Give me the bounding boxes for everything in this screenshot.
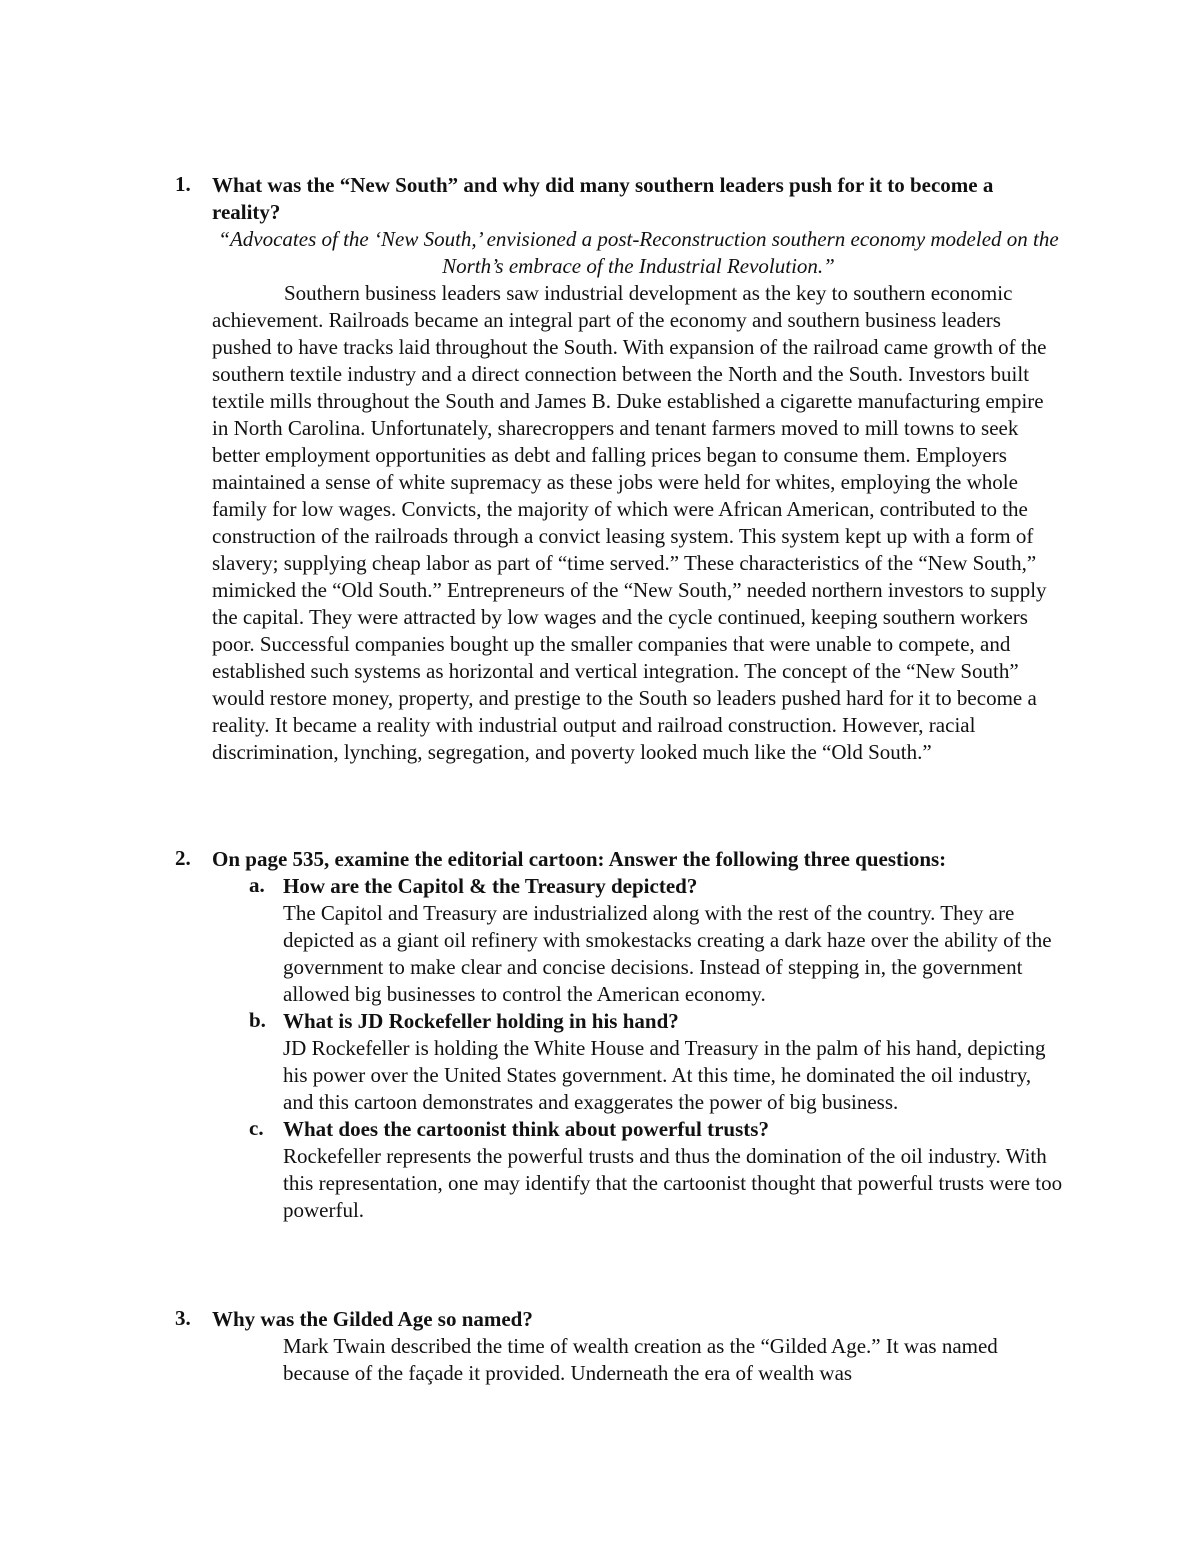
sub-question-text: How are the Capitol & the Treasury depicted? (283, 874, 698, 898)
sub-question-a (249, 873, 1065, 1008)
sub-question-letter: a. (249, 873, 265, 897)
sub-question-answer: Rockefeller represents the powerful trusts and thus the domination of the oil industry. With this representation, one may identify that the cartoonist thought that powerful trusts were too powerful. (283, 1144, 1063, 1222)
question-quote: “Advocates of the ‘New South,’ envisioned a post-Reconstruction southern economy modeled on the North’s embrace of the Industrial Revolution.” (218, 227, 1059, 278)
question-number: 1. (175, 172, 191, 196)
sub-question-text: What does the cartoonist think about powerful trusts? (283, 1117, 769, 1141)
question-1 (175, 172, 1065, 766)
sub-question-text: What is JD Rockefeller holding in his hand? (283, 1009, 679, 1033)
question-text: Why was the Gilded Age so named? (212, 1307, 533, 1331)
sub-question-b (249, 1008, 1065, 1116)
question-3 (175, 1306, 1065, 1387)
sub-question-letter: c. (249, 1116, 264, 1140)
question-number: 3. (175, 1306, 191, 1330)
sub-question-letter: b. (249, 1008, 266, 1032)
question-number: 2. (175, 846, 191, 870)
sub-question-c (249, 1116, 1065, 1224)
sub-question-answer: The Capitol and Treasury are industrialized along with the rest of the country. They are depicted as a giant oil refinery with smokestacks creating a dark haze over the ability of the government to make clear and concise decisions. Instead of stepping in, the government allowed big businesses to control the American economy. (283, 901, 1052, 1006)
question-answer: Southern business leaders saw industrial development as the key to southern economic achievement. Railroads became an integral part of the economy and southern business leaders pushed to have tracks laid throughout the South. With expansion of the railroad came growth of the southern textile industry and a direct connection between the North and the South. Investors built textile mills throughout the South and James B. Duke established a cigarette manufacturing empire in North Carolina. Unfortunately, sharecroppers and tenant farmers moved to mill towns to seek better employment opportunities as debt and falling prices began to consume them. Employers maintained a sense of white supremacy as these jobs were held for whites, employing the whole family for low wages. Convicts, the majority of which were African American, contributed to the construction of the railroads through a convict leasing system. This system kept up with a form of slavery; supplying cheap labor as part of “time served.” These characteristics of the “New South,” mimicked the “Old South.” Entrepreneurs of the “New South,” needed northern investors to supply the capital. They were attracted by low wages and the cycle continued, keeping southern workers poor. Successful companies bought up the smaller companies that were unable to compete, and established such systems as horizontal and vertical integration. The concept of the “New South” would restore money, property, and prestige to the South so leaders pushed hard for it to become a reality. It became a reality with industrial output and railroad construction. However, racial discrimination, lynching, segregation, and poverty looked much like the “Old South.” (212, 281, 1047, 764)
question-text: What was the “New South” and why did many southern leaders push for it to become a reality? (212, 173, 994, 224)
question-text: On page 535, examine the editorial cartoon: Answer the following three questions: (212, 847, 947, 871)
question-answer: Mark Twain described the time of wealth creation as the “Gilded Age.” It was named because of the façade it provided. Underneath the era of wealth was (283, 1334, 998, 1385)
question-2 (175, 846, 1065, 1224)
sub-question-answer: JD Rockefeller is holding the White House and Treasury in the palm of his hand, depicting his power over the United States government. At this time, he dominated the oil industry, and this cartoon demonstrates and exaggerates the power of big business. (283, 1036, 1046, 1114)
